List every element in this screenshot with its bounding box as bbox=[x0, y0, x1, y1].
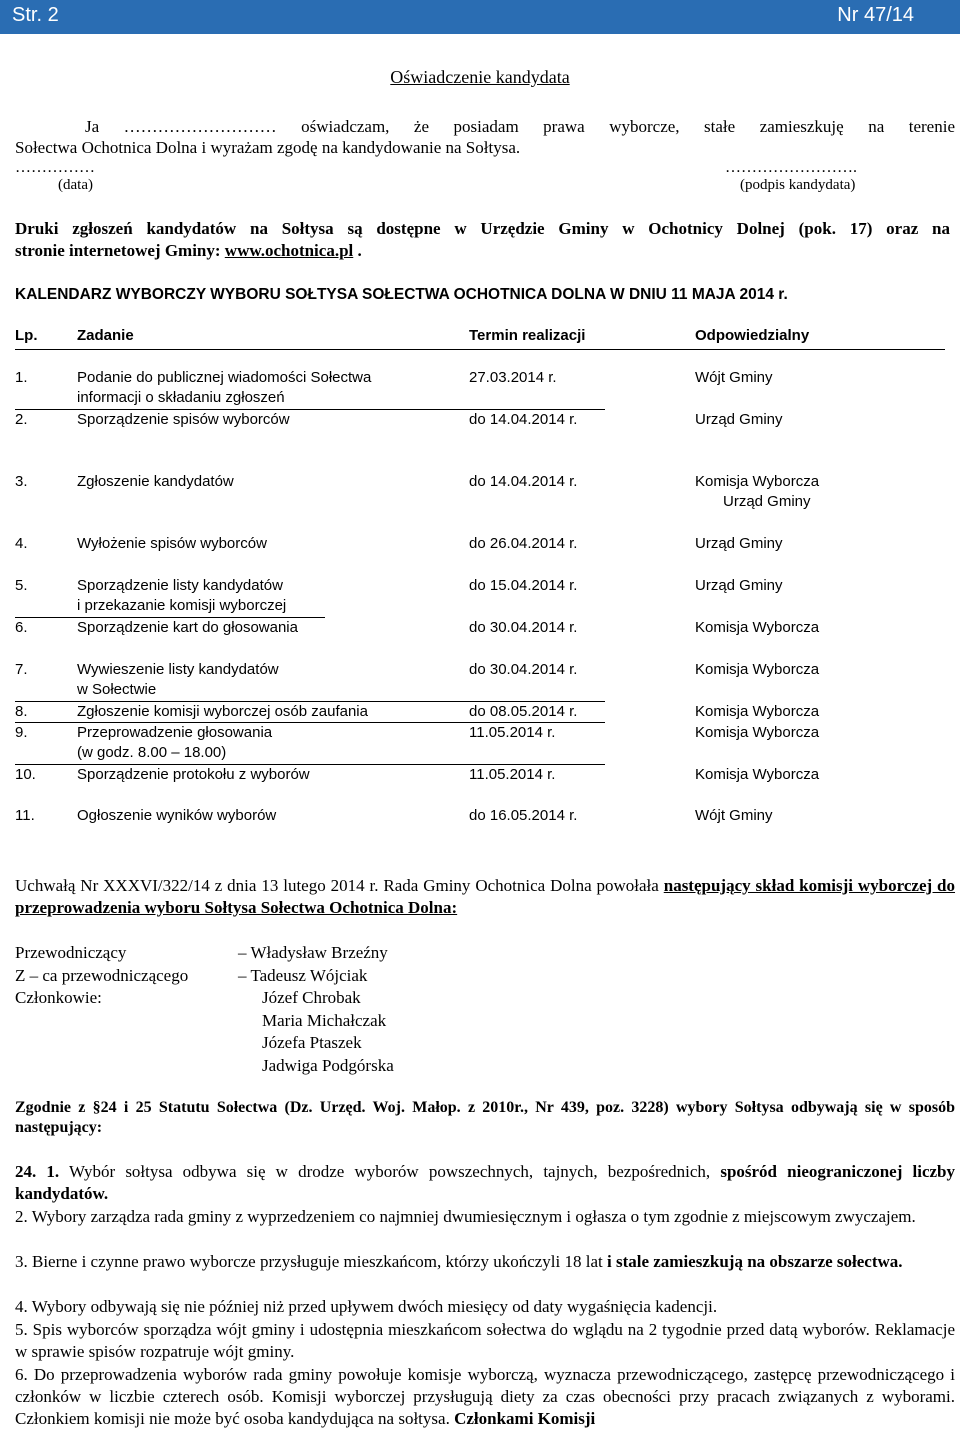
statute-point-3-emphasis: i stale zamieszkują na obszarze sołectwa. bbox=[606, 1252, 903, 1271]
row-task-continued: w Sołectwie bbox=[77, 681, 157, 698]
committee-members bbox=[238, 942, 394, 1077]
row-task: Podanie do publicznej wiadomości Sołectwa bbox=[77, 369, 372, 386]
row-responsible: Wójt Gminy bbox=[695, 807, 773, 824]
row-task: Sporządzenie listy kandydatów bbox=[77, 577, 283, 594]
website-link[interactable]: www.ochotnica.pl bbox=[224, 241, 354, 260]
row-responsible: Komisja Wyborcza bbox=[695, 766, 820, 783]
row-task: Sporządzenie spisów wyborców bbox=[77, 411, 290, 428]
declaration-line-1: Ja ……………………… oświadczam, że posiadam prawa wyborcze, stałe zamieszkuję na terenie bbox=[85, 117, 955, 136]
statute-point-1-emphasis: spośród nieograniczonej liczby kandydatów. bbox=[15, 1162, 955, 1203]
member-name: Józefa Ptaszek bbox=[262, 1033, 362, 1052]
member-name: Maria Michałczak bbox=[262, 1010, 387, 1030]
row-task-continued: informacji o składaniu zgłoszeń bbox=[77, 389, 285, 406]
row-date: do 26.04.2014 r. bbox=[469, 535, 578, 552]
header-task: Zadanie bbox=[77, 327, 134, 344]
role-chairman: Przewodniczący bbox=[15, 943, 127, 962]
notice-line-1: Druki zgłoszeń kandydatów na Sołtysa są dostępne w Urzędzie Gminy w Ochotnicy Dolnej (pok. 17) oraz na bbox=[15, 219, 950, 238]
statute-point-3-text: 3. Bierne i czynne prawo wyborcze przysługuje mieszkańcom, którzy ukończyli 18 lat bbox=[15, 1252, 607, 1271]
row-number: 4. bbox=[15, 535, 28, 552]
notice-suffix: . bbox=[353, 241, 362, 260]
row-responsible: Komisja Wyborcza bbox=[695, 661, 820, 678]
statute-point-6-emphasis: Członkami Komisji bbox=[454, 1409, 596, 1428]
member-name: – Tadeusz Wójciak bbox=[238, 965, 368, 985]
row-task: Wyłożenie spisów wyborców bbox=[77, 535, 267, 552]
row-responsible: Komisja Wyborcza bbox=[695, 473, 820, 490]
row-number: 10. bbox=[15, 766, 36, 783]
declaration-title: Oświadczenie kandydata bbox=[390, 67, 570, 87]
calendar-title: KALENDARZ WYBORCZY WYBORU SOŁTYSA SOŁECTWA OCHOTNICA DOLNA W DNIU 11 MAJA 2014 r. bbox=[15, 286, 788, 303]
row-number: 6. bbox=[15, 619, 28, 636]
row-number: 2. bbox=[15, 411, 28, 428]
row-number: 9. bbox=[15, 724, 28, 741]
header-date: Termin realizacji bbox=[469, 327, 586, 344]
row-task-continued: (w godz. 8.00 – 18.00) bbox=[77, 744, 227, 761]
row-date: do 30.04.2014 r. bbox=[469, 619, 578, 636]
statute-point-1 bbox=[15, 1161, 955, 1205]
member-name: Jadwiga Podgórska bbox=[262, 1055, 394, 1075]
resolution-emphasis: następujący skład komisji wyborczej do przeprowadzenia wyboru Sołtysa Sołectwa Ochotnica Dolna: bbox=[15, 876, 956, 917]
row-task: Wywieszenie listy kandydatów bbox=[77, 661, 279, 678]
row-date: do 15.04.2014 r. bbox=[469, 577, 578, 594]
row-task: Zgłoszenie komisji wyborczej osób zaufania bbox=[77, 703, 368, 720]
issue-number: Nr 47/14 bbox=[837, 4, 914, 26]
statute-intro: Zgodnie z §24 i 25 Statutu Sołectwa (Dz. Urzęd. Woj. Małop. z 2010r., Nr 439, poz. 3228) wybory Sołtysa odbywają się w sposób następujący: bbox=[15, 1099, 955, 1136]
statute-point-6 bbox=[15, 1364, 955, 1430]
row-task-continued: i przekazanie komisji wyborczej bbox=[77, 597, 287, 614]
row-responsible: Komisja Wyborcza bbox=[695, 724, 820, 741]
row-number: 3. bbox=[15, 473, 28, 490]
row-date: 27.03.2014 r. bbox=[469, 369, 557, 386]
row-task: Ogłoszenie wyników wyborów bbox=[77, 807, 277, 824]
statute-point-6-text: 6. Do przeprowadzenia wyborów rada gminy powołuje komisje wyborczą, wyznacza przewodniczącego, zastępcę przewodniczącego i członków w liczbie czterech osób. Komisji wyborczej przysługują diety za czas obecności przy pracach związanych z wyborami. Członkiem komisji nie może być osoba kandydująca na sołtysa. bbox=[15, 1365, 955, 1428]
role-deputy: Z – ca przewodniczącego bbox=[15, 965, 189, 985]
row-date: do 14.04.2014 r. bbox=[469, 473, 578, 490]
row-date: do 14.04.2014 r. bbox=[469, 411, 578, 428]
row-number: 8. bbox=[15, 703, 28, 720]
statute-point-1-text: Wybór sołtysa odbywa się w drodze wyborów powszechnych, tajnych, bezpośrednich, bbox=[59, 1162, 721, 1181]
notice-prefix: stronie internetowej Gminy: bbox=[15, 241, 225, 260]
row-task: Sporządzenie kart do głosowania bbox=[77, 619, 298, 636]
member-name: – Władysław Brzeźny bbox=[238, 943, 388, 962]
row-task: Sporządzenie protokołu z wyborów bbox=[77, 766, 310, 783]
statute-point-4: 4. Wybory odbywają się nie później niż przed upływem dwóch miesięcy od daty wygaśnięcia kadencji. bbox=[15, 1297, 718, 1316]
statute-point-5: 5. Spis wyborców sporządza wójt gminy i udostępnia mieszkańcom sołectwa do wglądu na 2 tygodnie przed datą wyborów. Reklamacje w sprawie spisów rozpatruje wójt gminy. bbox=[15, 1320, 955, 1361]
row-responsible: Urząd Gminy bbox=[695, 577, 783, 594]
declaration-line-2: Sołectwa Ochotnica Dolna i wyrażam zgodę na kandydowanie na Sołtysa. bbox=[15, 138, 521, 157]
header-responsible: Odpowiedzialny bbox=[695, 327, 810, 344]
row-date: do 08.05.2014 r. bbox=[469, 703, 578, 720]
row-responsible: Urząd Gminy bbox=[695, 411, 783, 428]
statute-point-2: 2. Wybory zarządza rada gminy z wyprzedzeniem co najmniej dwumiesięcznym i ogłasza o tym zgodnie z miejscowym zwyczajem. bbox=[15, 1207, 916, 1226]
statute-point-1-number: 24. 1. bbox=[15, 1162, 60, 1181]
row-number: 7. bbox=[15, 661, 28, 678]
date-dots: …………… bbox=[15, 159, 95, 176]
statute-point-3 bbox=[15, 1251, 955, 1273]
page-number: Str. 2 bbox=[12, 4, 59, 26]
row-responsible: Wójt Gminy bbox=[695, 369, 773, 386]
row-task: Zgłoszenie kandydatów bbox=[77, 473, 234, 490]
row-date: 11.05.2014 r. bbox=[469, 766, 556, 783]
row-date: 11.05.2014 r. bbox=[469, 724, 556, 741]
date-label: (data) bbox=[58, 177, 93, 193]
resolution-paragraph bbox=[15, 875, 955, 919]
row-date: do 30.04.2014 r. bbox=[469, 661, 578, 678]
row-date: do 16.05.2014 r. bbox=[469, 807, 578, 824]
row-responsible: Komisja Wyborcza bbox=[695, 619, 820, 636]
committee-roles bbox=[15, 942, 188, 1010]
row-responsible: Urząd Gminy bbox=[695, 535, 783, 552]
row-task: Przeprowadzenie głosowania bbox=[77, 724, 273, 741]
row-number: 1. bbox=[15, 369, 28, 386]
row-responsible-continued: Urząd Gminy bbox=[723, 493, 811, 510]
page-header bbox=[0, 0, 960, 34]
row-number: 11. bbox=[15, 807, 35, 824]
row-number: 5. bbox=[15, 577, 28, 594]
member-name: Józef Chrobak bbox=[262, 988, 361, 1007]
resolution-text: Uchwałą Nr XXXVI/322/14 z dnia 13 lutego 2014 r. Rada Gminy Ochotnica Dolna powołała bbox=[15, 876, 664, 895]
table-header-rule bbox=[15, 349, 945, 350]
notice-line-2 bbox=[15, 241, 362, 261]
role-members: Członkowie: bbox=[15, 988, 102, 1007]
signature-label: (podpis kandydata) bbox=[740, 177, 856, 193]
signature-dots: ……………………. bbox=[725, 159, 857, 176]
row-responsible: Komisja Wyborcza bbox=[695, 703, 820, 720]
header-no: Lp. bbox=[15, 327, 38, 344]
